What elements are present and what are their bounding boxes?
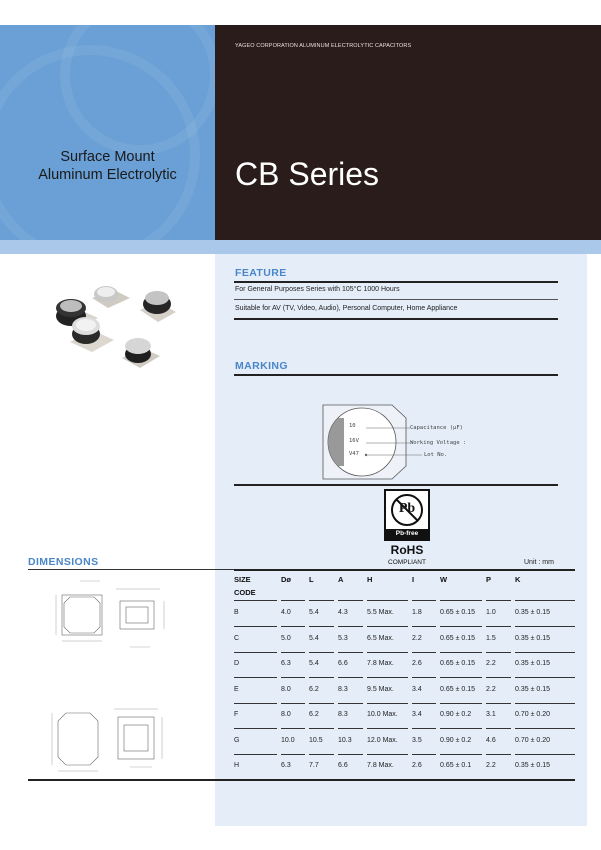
table-row-underline (486, 703, 511, 704)
table-row-underline (338, 652, 363, 653)
table-row-underline (412, 626, 436, 627)
table-header-cell: SIZE (234, 575, 251, 584)
table-row-underline (234, 677, 277, 678)
table-cell: 3.4 (412, 711, 422, 718)
table-cell: 8.0 (281, 711, 291, 718)
table-row-underline (440, 677, 482, 678)
table-row-underline (338, 728, 363, 729)
feature-title: FEATURE (235, 267, 287, 279)
dimension-drawing-2 (50, 695, 190, 780)
table-cell: 0.35 ± 0.15 (515, 609, 550, 616)
table-cell: 5.4 (309, 634, 319, 642)
table-row-underline (486, 677, 511, 678)
capacitor-3-icon (92, 286, 130, 308)
table-cell: 4.6 (486, 736, 496, 744)
table-row-size-code: E (234, 685, 239, 693)
table-header-underline (412, 600, 436, 601)
table-cell: 5.3 (338, 634, 348, 642)
table-cell: 4.3 (338, 609, 348, 616)
table-cell: 0.35 ± 0.15 (515, 762, 550, 769)
table-row-underline (367, 652, 408, 653)
header-blue-panel (0, 25, 215, 240)
table-row-underline (515, 754, 575, 755)
table-row-underline (412, 652, 436, 653)
table-cell: 6.2 (309, 685, 319, 693)
table-row-underline (281, 754, 305, 755)
capacitor-5-icon (122, 338, 160, 368)
table-row-underline (412, 754, 436, 755)
rohs-title: RoHS (390, 543, 424, 557)
table-cell: 1.8 (412, 609, 422, 616)
table-row-underline (234, 728, 277, 729)
table-row-underline (309, 626, 334, 627)
table-header-cell: P (486, 575, 492, 584)
marking-title: MARKING (235, 360, 288, 372)
table-cell: 0.35 ± 0.15 (515, 660, 550, 667)
marking-capacitance-label: Capacitance (µF) (410, 425, 463, 431)
table-row-underline (338, 754, 363, 755)
table-cell: 10.0 (281, 736, 295, 744)
table-cell: 2.2 (486, 685, 496, 693)
table-row-underline (281, 652, 305, 653)
table-row-underline (367, 703, 408, 704)
table-row-underline (412, 677, 436, 678)
table-row-underline (338, 677, 363, 678)
table-row-size-code: B (234, 609, 239, 616)
table-cell: 0.35 ± 0.15 (515, 685, 550, 693)
table-cell: 10.5 (309, 736, 323, 744)
table-header-code: CODE (234, 588, 256, 597)
table-cell: 0.65 ± 0.15 (440, 685, 475, 693)
table-cell: 2.6 (412, 660, 422, 667)
table-row-underline (309, 703, 334, 704)
dimensions-rule-top (234, 569, 575, 571)
table-cell: 6.6 (338, 660, 348, 667)
pb-symbol: Pb (398, 501, 416, 516)
table-cell: 2.2 (412, 634, 422, 642)
pbfree-label: Pb-free (386, 529, 428, 539)
table-header-underline (515, 600, 575, 601)
table-row-underline (234, 626, 277, 627)
marking-voltage-value: 16V (349, 438, 359, 444)
table-cell: 2.2 (486, 660, 496, 667)
table-row-underline (234, 754, 277, 755)
table-row-underline (281, 703, 305, 704)
table-cell: 3.4 (412, 685, 422, 693)
table-cell: 6.2 (309, 711, 319, 718)
table-cell: 2.6 (412, 762, 422, 769)
table-row-underline (338, 626, 363, 627)
table-cell: 6.3 (281, 660, 291, 667)
table-header-underline (367, 600, 408, 601)
table-cell: 10.3 (338, 736, 352, 744)
table-cell: 0.90 ± 0.2 (440, 736, 472, 744)
table-row-underline (515, 703, 575, 704)
table-row-underline (486, 626, 511, 627)
product-line-1: Surface Mount (60, 149, 155, 165)
table-row-underline (367, 626, 408, 627)
table-cell: 0.70 ± 0.20 (515, 736, 550, 744)
table-row-underline (412, 728, 436, 729)
unit-label: Unit : mm (524, 559, 554, 566)
dimension-drawing-1 (50, 575, 190, 655)
table-cell: 6.3 (281, 762, 291, 769)
table-header-underline (440, 600, 482, 601)
table-row-underline (234, 652, 277, 653)
table-row-underline (486, 652, 511, 653)
table-cell: 5.0 (281, 634, 291, 642)
marking-rule-top (234, 374, 558, 376)
table-row-underline (309, 677, 334, 678)
product-line-2: Aluminum Electrolytic (38, 167, 177, 183)
capacitor-2-icon (70, 317, 114, 352)
table-cell: 7.7 (309, 762, 319, 769)
capacitor-photo (40, 280, 190, 380)
table-cell: 0.65 ± 0.1 (440, 762, 472, 769)
table-row-underline (309, 754, 334, 755)
table-row-underline (338, 703, 363, 704)
table-header-cell: L (309, 575, 314, 584)
table-header-underline (281, 600, 305, 601)
table-cell: 6.5 Max. (367, 634, 394, 642)
table-cell: 3.5 (412, 736, 422, 744)
table-row-underline (440, 626, 482, 627)
table-row-size-code: D (234, 660, 240, 667)
capacitor-4-icon (140, 291, 176, 322)
table-row-underline (515, 728, 575, 729)
table-row-size-code: H (234, 762, 240, 769)
table-header-underline (309, 600, 334, 601)
table-row-underline (281, 728, 305, 729)
table-row-underline (515, 626, 575, 627)
table-cell: 8.3 (338, 711, 348, 718)
feature-rule-mid (234, 299, 558, 300)
product-title (0, 148, 215, 184)
table-row-size-code: C (234, 634, 240, 642)
marking-lot-value: V47 (349, 451, 359, 457)
table-header-cell: Dø (281, 575, 291, 584)
table-row-underline (234, 703, 277, 704)
table-header-underline (234, 600, 277, 601)
table-header-cell: I (412, 575, 415, 584)
table-row-size-code: F (234, 711, 239, 718)
table-cell: 5.5 Max. (367, 609, 394, 616)
table-cell: 0.70 ± 0.20 (515, 711, 550, 718)
brand-line: YAGEO CORPORATION ALUMINUM ELECTROLYTIC CAPACITORS (235, 43, 412, 49)
table-cell: 8.3 (338, 685, 348, 693)
table-row-underline (281, 626, 305, 627)
table-header-cell: H (367, 575, 373, 584)
table-cell: 10.0 Max. (367, 711, 398, 718)
table-header-cell: K (515, 575, 521, 584)
marking-capacitance-value: 10 (349, 423, 356, 429)
table-cell: 12.0 Max. (367, 736, 398, 744)
table-header-cell: A (338, 575, 344, 584)
table-cell: 2.2 (486, 762, 496, 769)
series-title: CB Series (235, 156, 380, 192)
feature-rule-top (234, 281, 558, 283)
table-row-underline (367, 677, 408, 678)
table-header-underline (486, 600, 511, 601)
table-cell: 0.65 ± 0.15 (440, 609, 475, 616)
header-band (0, 240, 601, 254)
table-cell: 1.0 (486, 609, 496, 616)
table-row-underline (440, 652, 482, 653)
marking-voltage-label: Working Voltage : (410, 440, 467, 446)
table-row-underline (486, 754, 511, 755)
header-dark-panel (215, 25, 601, 240)
rohs-compliant: COMPLIANT (388, 559, 426, 566)
pbfree-logo (384, 489, 430, 541)
table-row-underline (309, 652, 334, 653)
table-cell: 9.5 Max. (367, 685, 394, 693)
marking-diagram (322, 404, 467, 480)
table-cell: 3.1 (486, 711, 496, 718)
table-row-size-code: G (234, 736, 240, 744)
table-row-underline (440, 754, 482, 755)
table-row-underline (440, 728, 482, 729)
table-row-underline (367, 728, 408, 729)
table-row-underline (367, 754, 408, 755)
table-cell: 8.0 (281, 685, 291, 693)
table-row-underline (309, 728, 334, 729)
table-row-underline (515, 652, 575, 653)
marking-lot-label: Lot No. (424, 452, 448, 458)
table-cell: 4.0 (281, 609, 291, 616)
table-cell: 0.90 ± 0.2 (440, 711, 472, 718)
table-cell: 7.8 Max. (367, 660, 394, 667)
table-row-underline (515, 677, 575, 678)
table-row-underline (281, 677, 305, 678)
marking-rule-bottom (234, 484, 558, 486)
table-cell: 5.4 (309, 609, 319, 616)
table-cell: 7.8 Max. (367, 762, 394, 769)
table-header-cell: W (440, 575, 448, 584)
table-cell: 0.35 ± 0.15 (515, 634, 550, 642)
feature-rule-bottom (234, 318, 558, 320)
dimensions-rule-bottom (28, 779, 575, 781)
feature-item-1: For General Purposes Series with 105°C 1000 Hours (235, 286, 400, 293)
table-row-underline (440, 703, 482, 704)
table-cell: 1.5 (486, 634, 496, 642)
table-header-underline (338, 600, 363, 601)
dimensions-title: DIMENSIONS (28, 556, 99, 568)
feature-item-2: Suitable for AV (TV, Video, Audio), Personal Computer, Home Appliance (235, 305, 458, 312)
table-cell: 0.65 ± 0.15 (440, 634, 475, 642)
table-cell: 0.65 ± 0.15 (440, 660, 475, 667)
table-row-underline (486, 728, 511, 729)
table-cell: 5.4 (309, 660, 319, 667)
table-row-underline (412, 703, 436, 704)
table-cell: 6.6 (338, 762, 348, 769)
